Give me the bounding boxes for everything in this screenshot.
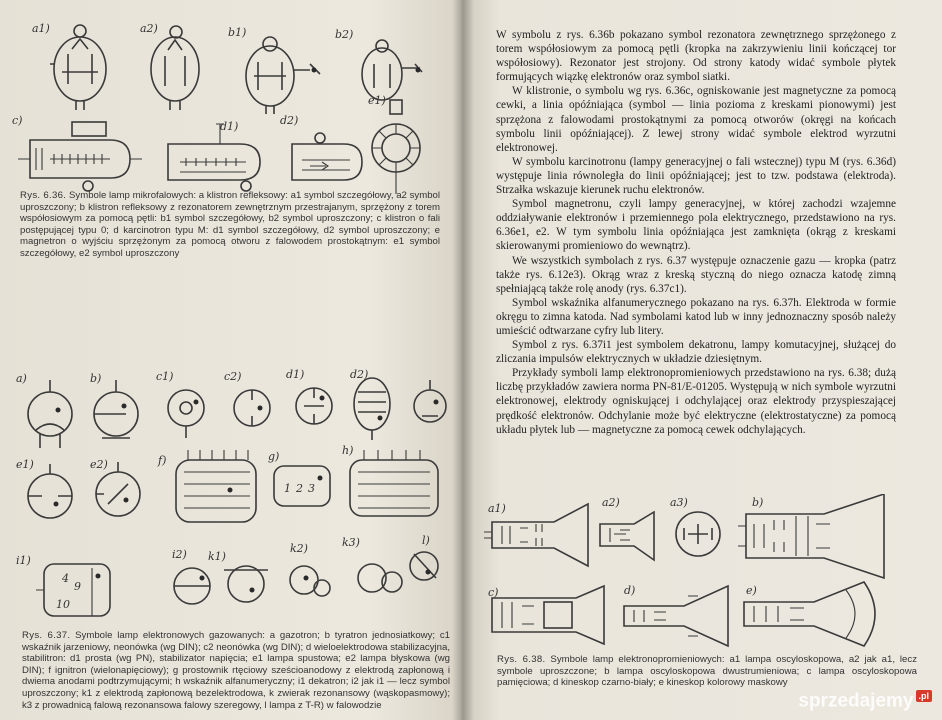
paragraph: Przykłady symboli lamp elektronopromieniowych przedstawiono na rys. 6.38; dużą liczbę przykładów zawiera norma PN-81/E-01205. Występują w nich symbole wyrzutni elektronowej, elektrody ogniskującej i odchylającej oraz elektrody przyspieszającej prędkość elektronów. Odchylanie może być elektryczne (elektrostatyczne) za pomocą układu płytek lub — magnetyczne za pomocą cewek odchylających.	[496, 367, 896, 436]
storage-oscilloscope-c-symbol	[492, 586, 604, 644]
left-page	[0, 0, 462, 720]
fig636-label: d1)	[220, 120, 239, 133]
fig638-label: a3)	[670, 496, 688, 509]
resonant-switch-k2-symbol	[224, 566, 268, 602]
caption-6-38	[497, 654, 917, 689]
fig637-label: c2)	[224, 370, 242, 383]
figure-6-36	[10, 14, 450, 214]
klystron-b2-symbol	[362, 40, 422, 100]
gas-tube-a-symbol	[28, 380, 72, 448]
fig637-label: k1)	[208, 550, 226, 563]
klystron-a2-symbol	[151, 26, 199, 110]
caption-6-36	[20, 190, 440, 260]
neon-indicator-c1-symbol	[168, 390, 204, 438]
fig637-label: e1)	[16, 458, 34, 471]
klystron-b1-symbol	[246, 37, 320, 114]
paragraph: W symbolu z rys. 6.36b pokazano symbol rezonatora zewnętrznego sprzężonego z torem współosiowym za pomocą pętli (kropka na zakrzywieniu linii kończącej tor współosiowy). Rezonator jest strojony. Od strony katody widać symbole płytek formujących wiązkę elektronów oraz symbol siatki.	[496, 29, 896, 84]
decatron-number: 4	[62, 572, 69, 585]
fig637-label: c1)	[156, 370, 174, 383]
fig636-label: b1)	[228, 26, 247, 39]
paragraph: We wszystkich symbolach z rys. 6.37 występuje oznaczenie gazu — kropka (patrz także rys. 6.12e3). Okrąg wraz z kreską styczną do niego oznacza katodę zimną spełniającą także rolę anody (rys. 6.37c1).	[496, 254, 896, 295]
fig637-label: i1)	[16, 554, 31, 567]
fig637-label: d2)	[350, 368, 369, 381]
fig637-label: b)	[90, 372, 102, 385]
fig637-label: k3)	[342, 536, 360, 549]
caption-6-36-title: Rys. 6.36.	[20, 190, 67, 201]
mercury-rectifier-g-symbol	[176, 450, 256, 522]
fig638-label: a2)	[602, 496, 620, 509]
neon-lamp-c2-symbol	[234, 390, 270, 426]
stabilizer-d2-symbol	[354, 378, 390, 440]
fig636-label: d2)	[280, 114, 299, 127]
fig636-label: b2)	[335, 28, 354, 41]
traveling-wave-klystron-c-symbol	[18, 122, 142, 191]
watermark-badge: .pl	[916, 690, 933, 702]
fig636-label: a1)	[32, 22, 50, 35]
caption-6-37-text: Symbole lamp elektronowych gazowanych: a gazotron; b tyratron jednosiatkowy; c1 wskaźnik jarzeniowy, neonówka (wg DIN); c2 neonówka (wg DIN); d wieloelektrodowa stabilizacyjna, stabilitron: d1 prosta (wg PN), stabilizator napięcia; e1 lampa spustowa; e2 lampa błyskowa (wg DIN); f ignitron (wielonapięciowy); g prostownik rtęciowy sześcioanodowy z elektrodą zapłonową i dwiema anodami podtrzymującymi; h wskaźnik alfanumeryczny; i1 dekatron; i2 jak i1 — lecz symbol uproszczony; k1 z elektrodą zapłonową bezelektrodowa, k zwierak rezonansowy (wąskopasmowy); k3 z prowadnicą falową rezonansowa falowy szeregowy, l lampa z T-R) w falowodzie	[22, 630, 450, 711]
trigger-tube-e1-symbol	[414, 380, 446, 422]
caption-6-36-text: Symbole lamp mikrofalowych: a klistron refleksowy: a1 symbol szczegółowy, a2 symbol uproszczony; b klistron refleksowy z rezonatorem zewnętrznym przestrajanym, sprzężony z torem współosiowym za pomocą pętli: b1 symbol szczegółowy, b2 symbol uproszczony; c klistron o fali postępującej typu 0; d karcinotron typu M: d1 symbol szczegółowy, d2 symbol uproszczony; e magnetron o wyjściu sprzężonym za pomocą otworu z falowodem prostokątnym: e1 symbol szczegółowy, e2 symbol uproszczony	[20, 190, 440, 259]
fig637-label: a)	[16, 372, 27, 385]
paragraph: Symbol wskaźnika alfanumerycznego pokazano na rys. 6.37h. Elektroda w formie okręgu to zimna katoda. Nad symbolami katod lub w inny jednoznaczny sposób należy umieścić odtwarzane cyfry lub litery.	[496, 296, 896, 337]
fig638-label: c)	[488, 586, 499, 599]
resonant-switch-k1-symbol	[174, 568, 210, 604]
indicator-digit: 1	[284, 482, 291, 495]
alphanumeric-indicator-h-symbol	[274, 466, 330, 506]
deflection-plates-a3-symbol	[676, 512, 720, 556]
fig637-label: g)	[268, 450, 280, 463]
resonant-switch-k3-symbol	[290, 566, 330, 596]
tr-tube-l-symbol	[358, 552, 438, 592]
carcinotron-d1-symbol	[168, 124, 260, 191]
fig637-label: h)	[342, 444, 354, 457]
caption-6-38-text: Symbole lamp elektronopromieniowych: a1 lampa oscyloskopowa, a2 jak a1, lecz symbole uproszczone; b lampa oscyloskopowa dwustrumieniowa; c lampa oscyloskopowa pamięciowa; d kineskop czarno-biały; e kineskop kolorowy maskowy	[497, 654, 917, 689]
decatron-i2-symbol	[36, 564, 110, 616]
fig637-label: i2)	[172, 548, 187, 561]
paragraph: Symbol z rys. 6.37i1 jest symbolem dekatronu, lampy komutacyjnej, służącej do zliczania impulsów elektrycznych w układzie dziesiętnym.	[496, 339, 896, 366]
body-text	[496, 28, 896, 437]
thyratron-b-symbol	[94, 380, 138, 438]
fig638-label: a1)	[488, 502, 506, 515]
fig637-label: e2)	[90, 458, 108, 471]
fig637-label: f)	[158, 454, 167, 467]
fig638-label: b)	[752, 496, 764, 509]
oscilloscope-tube-a2-symbol	[600, 512, 654, 560]
magnetron-e1-symbol	[372, 100, 420, 194]
caption-6-37-title: Rys. 6.37.	[22, 630, 71, 641]
caption-6-37	[22, 630, 450, 711]
indicator-digit: 3	[308, 482, 315, 495]
bw-kinescope-d-symbol	[624, 586, 728, 646]
decatron-number: 9	[74, 580, 81, 593]
caption-6-38-title: Rys. 6.38.	[497, 654, 546, 665]
right-page	[462, 0, 942, 720]
indicator-digit: 2	[296, 482, 303, 495]
stabilizer-d1-symbol	[296, 388, 332, 424]
color-kinescope-e-symbol	[744, 582, 875, 646]
fig637-label: l)	[422, 534, 430, 547]
figure-6-38	[484, 494, 934, 654]
paragraph: Symbol magnetronu, czyli lampy generacyjnej, w której zachodzi wzajemne oddziaływanie elektronów i przemiennego pola elektrycznego, przedstawiono na rys. 6.36e1, e2. W tym symbolu linia opóźniająca jest zamknięta (okrąg z kreskami skierowanymi promieniowo do wewnątrz).	[496, 198, 896, 253]
fig636-label: a2)	[140, 22, 158, 35]
fig637-label: k2)	[290, 542, 308, 555]
watermark-text: sprzedajemy	[798, 690, 914, 711]
klystron-a1-symbol	[50, 25, 106, 110]
fig638-label: e)	[746, 584, 757, 597]
fig637-label: d1)	[286, 368, 305, 381]
decatron-i1-symbol	[350, 450, 438, 516]
fig636-label: c)	[12, 114, 23, 127]
decatron-number: 10	[56, 598, 70, 611]
carcinotron-d2-symbol	[292, 133, 362, 180]
flash-lamp-e2-symbol	[28, 464, 72, 518]
paragraph: W symbolu karcinotronu (lampy generacyjnej o fali wstecznej) typu M (rys. 6.36d) występuje linia równoległa do linii opóźniającej; jest to tzw. podstawa (elektroda). Strzałka wskazuje kierunek ruchu elektronów.	[496, 155, 896, 197]
figure-6-37	[12, 368, 452, 628]
fig638-label: d)	[624, 584, 636, 597]
watermark	[798, 690, 932, 712]
paragraph: W klistronie, o symbolu wg rys. 6.36c, ogniskowanie jest magnetyczne za pomocą cewki, a linia opóźniająca (symbol — linia pozioma z kreskami pionowymi) jest sprzężona z falowodami prostokątnymi za pomocą otworów (okręgi na końcach symbolu linii opóźniającej). Z lewej strony widać symbole elektrod wyrzutni elektronowej.	[496, 85, 896, 154]
book-gutter-shadow	[452, 0, 474, 720]
fig636-label: e1)	[368, 94, 386, 107]
